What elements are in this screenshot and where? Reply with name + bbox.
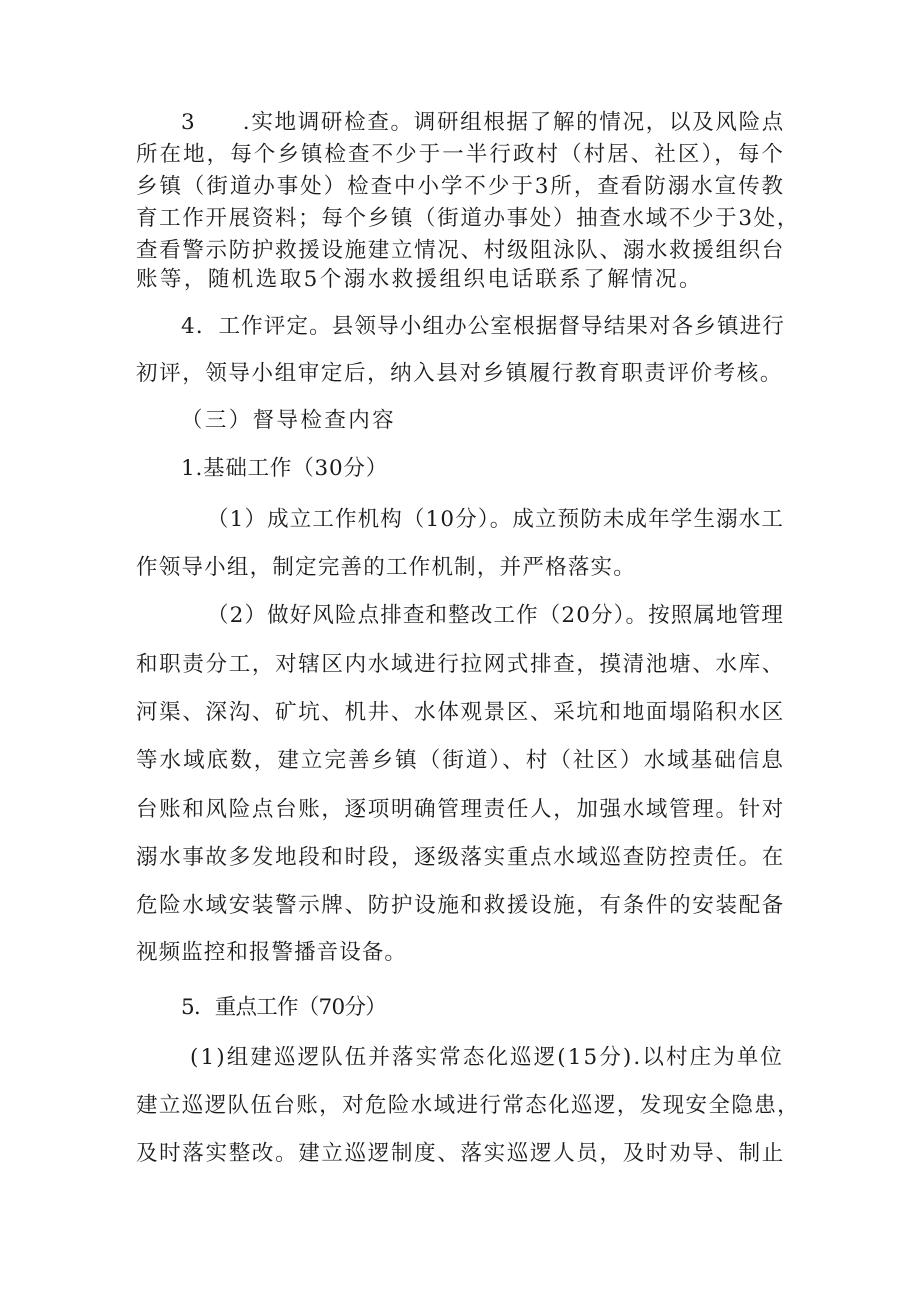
item-2-line-1: （2）做好风险点排查和整改工作（20分）。按照属地管理: [207, 603, 784, 628]
item-2-line-4: 等水域底数，建立完善乡镇（街道）、村（社区）水域基础信息: [136, 748, 785, 773]
item-5-1-line-3: 及时落实整改。建立巡逻制度、落实巡逻人员，及时劝导、制止: [136, 1141, 785, 1166]
subsection-5-heading: 5．重点工作（70分）: [181, 995, 386, 1020]
subsection-1-heading: 1.基础工作（30分）: [181, 456, 388, 481]
paragraph-3-line-6: 账等，随机选取5个溺水救援组织电话联系了解情况。: [136, 267, 704, 292]
item-2-line-2: 和职责分工，对辖区内水域进行拉网式排查，摸清池塘、水库、: [136, 652, 785, 677]
item-2-line-5: 台账和风险点台账，逐项明确管理责任人，加强水域管理。针对: [136, 797, 785, 822]
item-2-line-6: 溺水事故多发地段和时段，逐级落实重点水域巡查防控责任。在: [136, 845, 785, 870]
paragraph-4-line-1: 4．工作评定。县领导小组办公室根据督导结果对各乡镇进行: [181, 314, 786, 339]
item-2-line-3: 河渠、深沟、矿坑、机井、水体观景区、采坑和地面塌陷积水区: [136, 700, 785, 725]
item-5-1-line-2: 建立巡逻队伍台账，对危险水域进行常态化巡逻，发现安全隐患，: [136, 1093, 800, 1118]
item-1-line-2: 作领导小组，制定完善的工作机制，并严格落实。: [136, 555, 636, 580]
section-heading: （三）督导检查内容: [181, 408, 396, 433]
paragraph-4-line-2: 初评，领导小组审定后，纳入县对乡镇履行教育职责评价考核。: [136, 361, 783, 386]
item-2-line-8: 视频监控和报警播音设备。: [136, 940, 407, 965]
paragraph-3-line-3: 乡镇（街道办事处）检查中小学不少于3所，查看防溺水宣传教: [136, 174, 786, 199]
paragraph-3-line-1: 3 .实地调研检查。调研组根据了解的情况，以及风险点: [181, 110, 785, 135]
paragraph-3-line-4: 育工作开展资料；每个乡镇（街道办事处）抽查水域不少于3处，: [136, 206, 800, 231]
item-1-line-1: （1）成立工作机构（10分）。成立预防未成年学生溺水工: [207, 507, 784, 532]
item-2-line-7: 危险水域安装警示牌、防护设施和救援设施，有条件的安装配备: [136, 893, 785, 918]
item-5-1-line-1: (1)组建巡逻队伍并落实常态化巡逻(15分).以村庄为单位: [190, 1045, 784, 1070]
paragraph-3-line-5: 查看警示防护救援设施建立情况、村级阻泳队、溺水救援组织台: [136, 238, 785, 263]
paragraph-3-line-2: 所在地，每个乡镇检查不少于一半行政村（村居、社区），每个: [136, 142, 785, 167]
